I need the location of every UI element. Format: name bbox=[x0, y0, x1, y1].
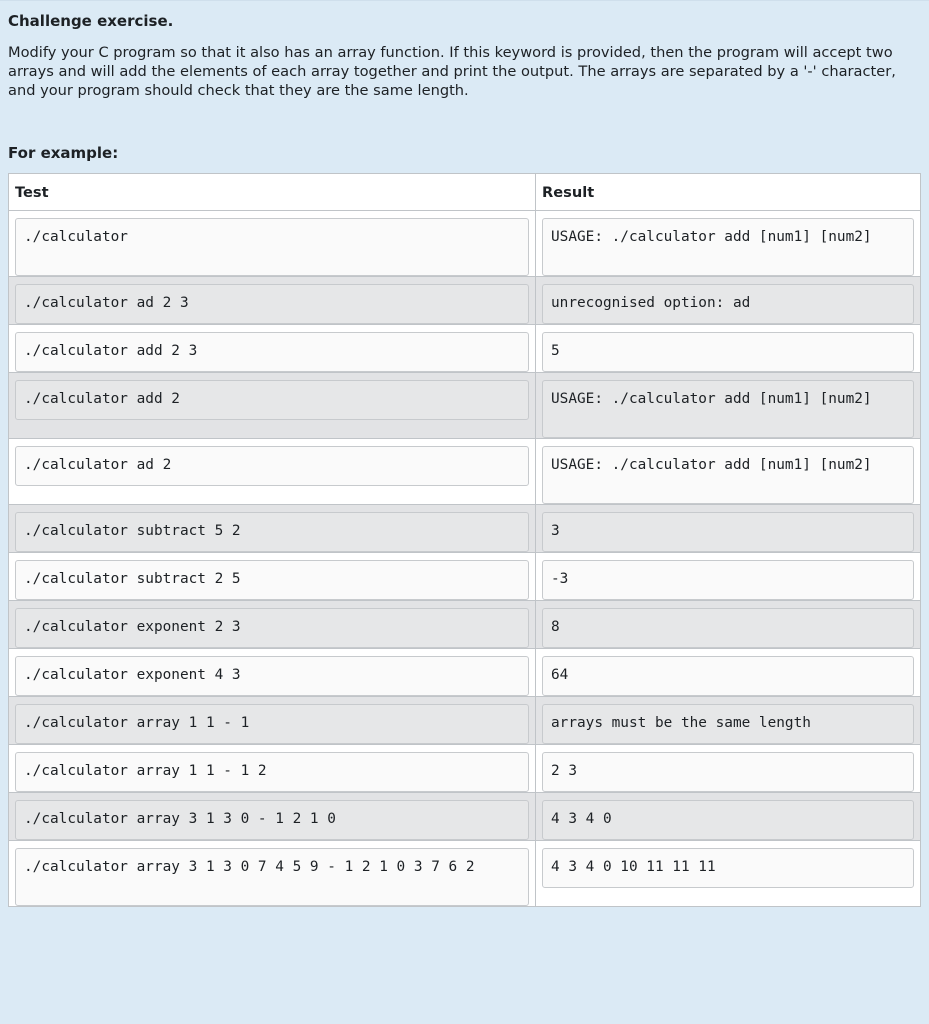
question-description: Modify your C program so that it also has an array function. If this keyword is provided, then the program will accept two arrays and will add the elements of each array together and print the output. The arrays are separated by a '-' character, and your program should check that they are the same length. bbox=[8, 44, 896, 99]
table-row bbox=[9, 439, 921, 505]
table-header-row bbox=[9, 174, 921, 211]
test-cell: ./calculator add 2 3 bbox=[15, 332, 529, 372]
question-title: Challenge exercise. bbox=[8, 12, 174, 30]
test-cell: ./calculator add 2 bbox=[15, 380, 529, 420]
result-cell: 8 bbox=[542, 608, 914, 648]
table-row bbox=[9, 505, 921, 553]
table-row bbox=[9, 553, 921, 601]
table-row bbox=[9, 277, 921, 325]
test-cell: ./calculator exponent 2 3 bbox=[15, 608, 529, 648]
result-cell: USAGE: ./calculator add [num1] [num2] bbox=[542, 380, 914, 438]
table-row bbox=[9, 745, 921, 793]
test-column-header: Test bbox=[9, 174, 536, 211]
result-cell: 5 bbox=[542, 332, 914, 372]
test-cell: ./calculator ad 2 bbox=[15, 446, 529, 486]
test-cell: ./calculator array 1 1 - 1 bbox=[15, 704, 529, 744]
table-row bbox=[9, 793, 921, 841]
table-row bbox=[9, 373, 921, 439]
table-row bbox=[9, 325, 921, 373]
table-row bbox=[9, 211, 921, 277]
test-cell: ./calculator array 1 1 - 1 2 bbox=[15, 752, 529, 792]
result-cell: 4 3 4 0 10 11 11 11 bbox=[542, 848, 914, 888]
examples-table bbox=[8, 173, 921, 907]
table-row bbox=[9, 601, 921, 649]
result-cell: unrecognised option: ad bbox=[542, 284, 914, 324]
result-cell: -3 bbox=[542, 560, 914, 600]
test-cell: ./calculator ad 2 3 bbox=[15, 284, 529, 324]
table-row bbox=[9, 697, 921, 745]
result-cell: 3 bbox=[542, 512, 914, 552]
result-cell: 4 3 4 0 bbox=[542, 800, 914, 840]
example-heading: For example: bbox=[8, 144, 119, 162]
result-cell: arrays must be the same length bbox=[542, 704, 914, 744]
test-cell: ./calculator subtract 5 2 bbox=[15, 512, 529, 552]
test-cell: ./calculator bbox=[15, 218, 529, 276]
test-cell: ./calculator subtract 2 5 bbox=[15, 560, 529, 600]
table-row bbox=[9, 649, 921, 697]
test-cell: ./calculator array 3 1 3 0 7 4 5 9 - 1 2 1 0 3 7 6 2 bbox=[15, 848, 529, 906]
result-cell: USAGE: ./calculator add [num1] [num2] bbox=[542, 446, 914, 504]
result-cell: 64 bbox=[542, 656, 914, 696]
result-cell: USAGE: ./calculator add [num1] [num2] bbox=[542, 218, 914, 276]
test-cell: ./calculator exponent 4 3 bbox=[15, 656, 529, 696]
result-column-header: Result bbox=[536, 174, 921, 211]
test-cell: ./calculator array 3 1 3 0 - 1 2 1 0 bbox=[15, 800, 529, 840]
table-row bbox=[9, 841, 921, 907]
result-cell: 2 3 bbox=[542, 752, 914, 792]
